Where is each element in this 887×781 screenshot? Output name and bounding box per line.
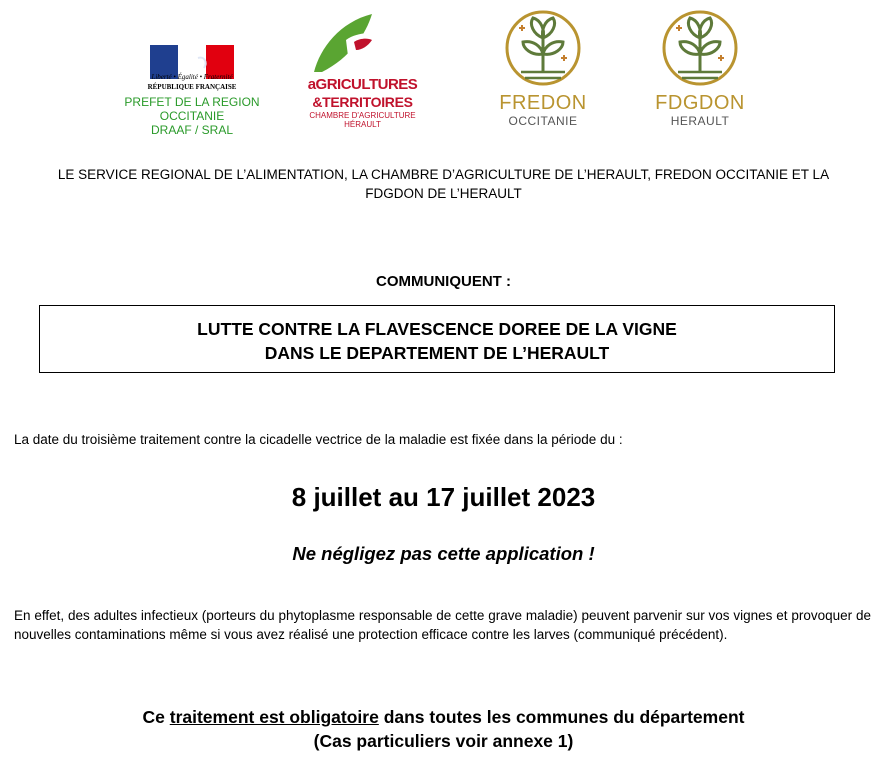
warning-text: Ne négligez pas cette application ! xyxy=(292,543,595,564)
fdgdon-name: FDGDON xyxy=(655,92,745,114)
agri-line-3: CHAMBRE D'AGRICULTURE xyxy=(309,111,416,120)
obligation-annex-note: (Cas particuliers voir annexe 1) xyxy=(313,731,574,751)
agri-leaf-icon xyxy=(310,12,390,76)
obligation-suffix: dans toutes les communes du département xyxy=(378,707,745,727)
prefet-motto: Liberté • Égalité • Fraternité xyxy=(151,73,233,81)
agri-line-4: HÉRAULT xyxy=(344,120,381,129)
title-box xyxy=(39,305,835,373)
plant-in-circle-icon xyxy=(660,8,740,88)
date-range: 8 juillet au 17 juillet 2023 xyxy=(291,482,596,512)
agri-line-2: &TERRITOIRES xyxy=(312,94,413,110)
prefet-line-3: DRAAF / SRAL xyxy=(150,123,234,137)
date-intro: La date du troisième traitement contre la cicadelle vectrice de la maladie est fixée dans la période du : xyxy=(14,432,623,447)
fredon-name: FREDON xyxy=(499,92,587,114)
prefet-republic: RÉPUBLIQUE FRANÇAISE xyxy=(147,83,237,91)
communiquent-heading: COMMUNIQUENT : xyxy=(376,273,511,290)
plant-in-circle-icon xyxy=(503,8,583,88)
prefet-line-2: OCCITANIE xyxy=(159,109,225,123)
prefet-line-1: PREFET DE LA REGION xyxy=(124,95,260,109)
agri-line-1: aGRICULTURES xyxy=(307,76,418,93)
intro-paragraph: LE SERVICE REGIONAL DE L’ALIMENTATION, LA CHAMBRE D’AGRICULTURE DE L’HERAULT, FREDON OCCITANIE ET LA FDGDON DE L’HERAULT xyxy=(57,167,830,201)
explanation-paragraph: En effet, des adultes infectieux (porteurs du phytoplasme responsable de cette grave maladie) peuvent parvenir sur vos vignes et provoquer de nouvelles contaminations même si vous avez réalisé une protection efficace contre les larves (communiqué précédent). xyxy=(14,608,871,642)
title-line-1: LUTTE CONTRE LA FLAVESCENCE DOREE DE LA VIGNE xyxy=(197,319,677,339)
fredon-sub: OCCITANIE xyxy=(508,114,578,128)
agri-territoires-logo xyxy=(300,12,425,137)
obligation-prefix: Ce xyxy=(142,707,170,727)
obligation-underlined: traitement est obligatoire xyxy=(169,707,379,727)
obligation-statement xyxy=(0,705,887,753)
fredon-logo xyxy=(488,8,598,138)
prefet-logo xyxy=(112,40,272,140)
fdgdon-logo xyxy=(645,8,755,138)
fdgdon-sub: HERAULT xyxy=(670,114,730,128)
title-line-2: DANS LE DEPARTEMENT DE L’HERAULT xyxy=(264,343,610,363)
